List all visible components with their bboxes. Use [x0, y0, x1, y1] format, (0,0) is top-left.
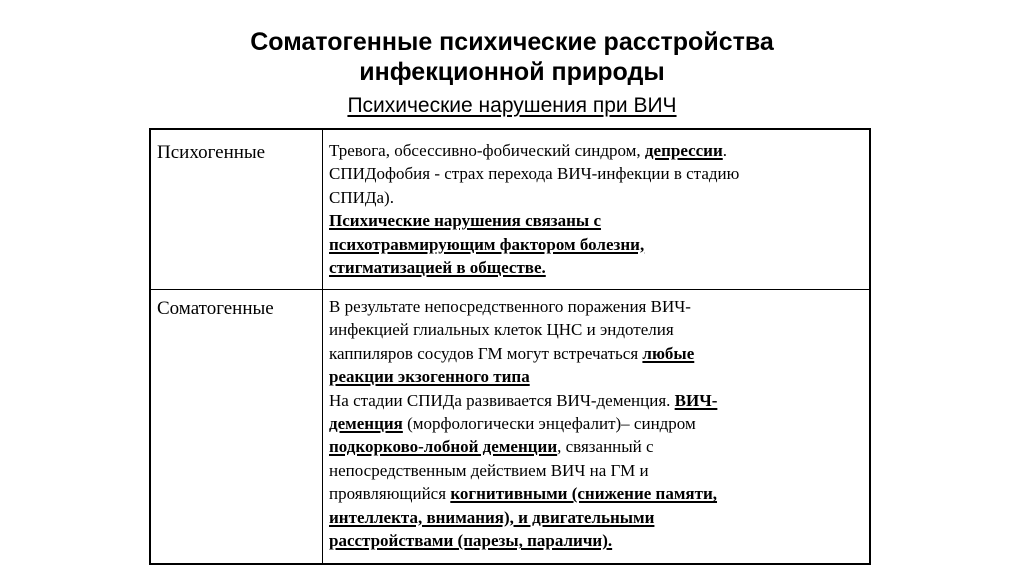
- highlighted-term: деменция: [329, 414, 403, 434]
- highlighted-term: ВИЧ-: [674, 390, 718, 410]
- text-line: [329, 529, 859, 552]
- text-line: [329, 233, 859, 256]
- slide-subtitle: [0, 93, 1024, 119]
- text-fragment: На стадии СПИДа развивается ВИЧ-деменция.: [329, 390, 675, 410]
- highlighted-term: реакции экзогенного типа: [329, 367, 530, 387]
- highlighted-term: психотравмирующим фактором болезни,: [329, 234, 645, 254]
- row-label-somatogenic: Соматогенные: [157, 298, 274, 319]
- text-line: инфекцией глиальных клеток ЦНС и эндотелия: [329, 320, 674, 340]
- highlighted-term: любые: [642, 343, 695, 363]
- highlighted-term: стигматизацией в обществе.: [329, 258, 546, 278]
- slide-title-line1: Соматогенные психические расстройства: [250, 28, 774, 56]
- text-line: [329, 389, 859, 412]
- text-fragment: , связанный с: [557, 437, 654, 457]
- text-fragment: Тревога, обсессивно-фобический синдром,: [329, 141, 645, 160]
- row-label-psychogenic: Психогенные: [157, 142, 266, 163]
- hiv-disorders-table: [149, 128, 871, 565]
- highlighted-term: Психические нарушения связаны с: [329, 211, 601, 231]
- row-divider: [151, 289, 869, 290]
- highlighted-term: подкорково-лобной деменции: [329, 437, 558, 457]
- text-line: [329, 506, 859, 529]
- highlighted-term: интеллекта, внимания), и двигательными: [329, 507, 655, 527]
- text-fragment: проявляющийся: [329, 484, 451, 504]
- row-content-psychogenic: [329, 139, 859, 279]
- highlighted-term: депрессии: [644, 141, 723, 160]
- highlighted-term: расстройствами (парезы, параличи).: [329, 531, 613, 551]
- slide-title-line2: инфекционной природы: [359, 58, 665, 86]
- text-line: [329, 209, 859, 232]
- text-line: [329, 139, 859, 162]
- text-fragment: (морфологически энцефалит)– синдром: [402, 414, 696, 434]
- text-line: [329, 256, 859, 279]
- text-line: [329, 412, 859, 435]
- row-content-somatogenic: [329, 295, 859, 552]
- text-line: СПИДа).: [329, 187, 394, 207]
- text-line: СПИДофобия - страх перехода ВИЧ-инфекции в стадию: [329, 164, 740, 184]
- text-line: [329, 482, 859, 505]
- text-fragment: каппиляров сосудов ГМ могут встречаться: [329, 343, 643, 363]
- slide-subtitle-text: Психические нарушения при ВИЧ: [347, 94, 677, 117]
- text-line: непосредственным действием ВИЧ на ГМ и: [329, 460, 649, 480]
- highlighted-term: когнитивными (снижение памяти,: [450, 484, 718, 504]
- text-fragment: .: [722, 141, 727, 160]
- text-line: [329, 435, 859, 458]
- text-line: В результате непосредственного поражения ВИЧ-: [329, 297, 691, 316]
- text-line: [329, 365, 859, 388]
- text-line: [329, 342, 859, 365]
- column-divider: [322, 130, 323, 563]
